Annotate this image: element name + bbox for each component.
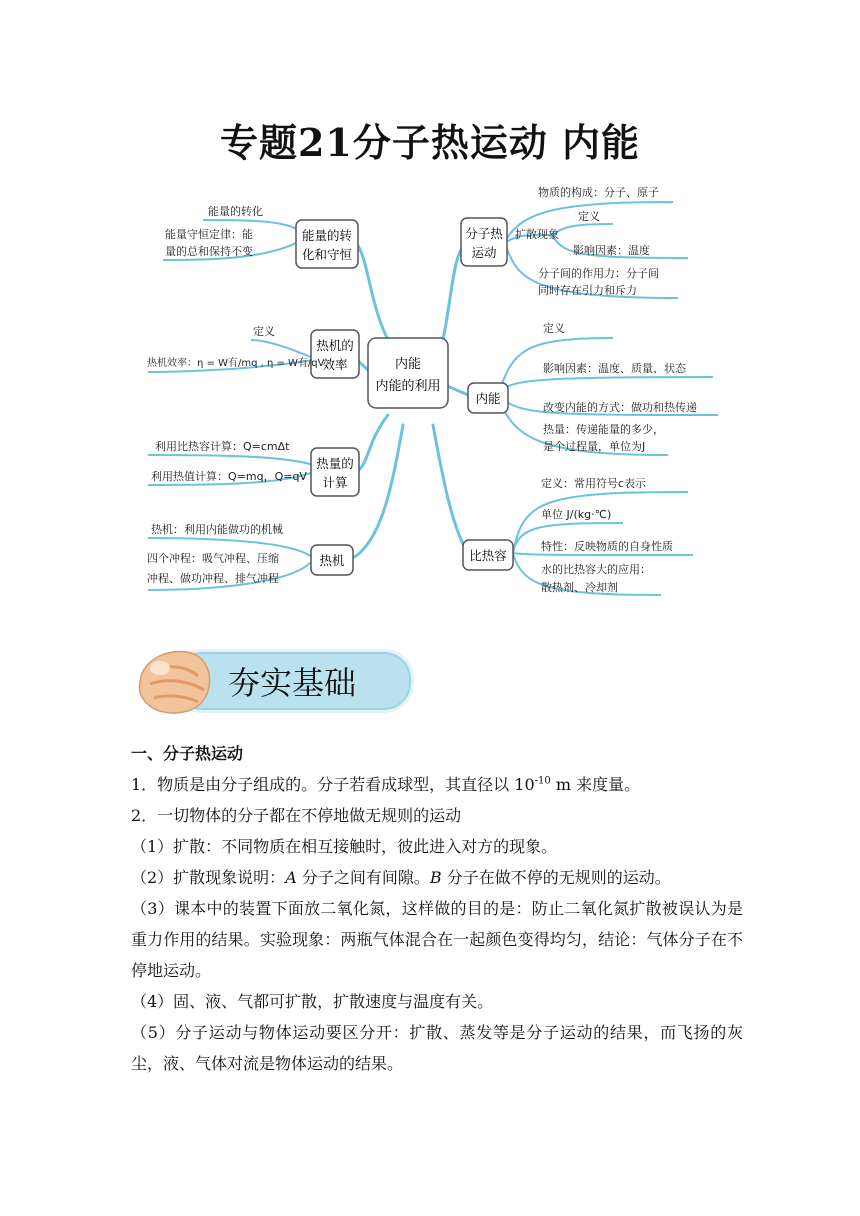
paragraph-6: （4）固、液、气都可扩散，扩散速度与温度有关。 [131,992,494,1011]
leaf-efficiency-formula: 热机效率：η = W有/mq , η = W有/qV [147,358,325,369]
leaf-diffusion-factor: 影响因素：温度 [573,244,650,257]
section-content [131,738,743,1079]
leaf-heat-capacity-calc: 利用比热容计算：Q=cmΔt [155,440,290,453]
box-heat-calc-line2: 计算 [322,475,348,490]
leaf-specific-heat-definition: 定义：常用符号c表示 [541,477,647,490]
paragraph-4: （2）扩散现象说明：A 分子之间有间隙。B 分子在做不停的无规则的运动。 [131,868,671,887]
leaf-heat-engine-def: 热机：利用内能做功的机械 [151,523,283,536]
paragraph-1: 1．物质是由分子组成的。分子若看成球型，其直径以 $10^{-10}$ m 来度量。 [131,775,641,794]
box-energy-line1: 能量的转 [301,228,353,243]
leaf-heat-quantity-1: 热量：传递能量的多少， [543,423,664,436]
leaf-energy-conservation-1: 能量守恒定律：能 [165,228,253,241]
paragraph-7: （5）分子运动与物体运动要区分开：扩散、蒸发等是分子运动的结果，而飞扬的灰尘，液、气体对流是物体运动的结果。 [131,1023,743,1073]
leaf-internal-energy-factors: 影响因素：温度、质量、状态 [543,362,686,375]
box-heat-calc-line1: 热量的 [316,456,354,471]
banner-title: 夯实基础 [228,664,357,702]
conch-shell-icon [132,640,222,720]
leaf-diffusion: 扩散现象 [515,228,559,241]
leaf-specific-heat-property: 特性：反映物质的自身性质 [541,540,673,553]
box-efficiency-line1: 热机的 [316,338,354,353]
leaf-energy-conversion: 能量的转化 [208,205,263,218]
paragraph-5: （3）课本中的装置下面放二氧化氮，这样做的目的是：防止二氧化氮扩散被误认为是重力作用的结果。实验现象：两瓶气体混合在一起颜色变得均匀，结论：气体分子在不停地运动。 [131,899,743,980]
leaf-change-internal-energy: 改变内能的方式：做功和热传递 [543,401,697,414]
box-energy-line2: 化和守恒 [301,247,353,262]
section-heading: 一、分子热运动 [131,744,244,763]
box-molecular-line2: 运动 [471,245,497,260]
leaf-four-strokes-1: 四个冲程：吸气冲程、压缩 [147,552,279,565]
leaf-heat-value-calc: 利用热值计算：Q=mq，Q=qV [151,470,307,483]
leaf-efficiency-definition: 定义 [253,325,275,338]
leaf-internal-energy-definition: 定义 [543,322,565,335]
leaf-heat-quantity-2: 是个过程量，单位为J [543,440,646,453]
box-specific-heat: 比热容 [469,548,507,563]
center-line-1: 内能 [394,357,422,372]
paragraph-2: 2．一切物体的分子都在不停地做无规则的运动 [131,806,462,825]
leaf-intermolecular-force-2: 同时存在引力和斥力 [538,284,637,297]
section-banner [132,640,412,720]
leaf-intermolecular-force-1: 分子间的作用力：分子间 [538,267,659,280]
leaf-water-application-2: 散热剂、冷却剂 [541,581,618,594]
paragraph-3: （1）扩散：不同物质在相互接触时，彼此进入对方的现象。 [131,837,558,856]
page-title: 专题21分子热运动 内能 [219,120,641,165]
leaf-matter-structure: 物质的构成：分子、原子 [538,186,659,199]
mind-map [143,180,719,600]
leaf-water-application-1: 水的比热容大的应用： [541,563,651,576]
box-efficiency-line2: 效率 [322,357,348,372]
leaf-specific-heat-unit: 单位 J/(kg·℃) [541,508,612,521]
center-line-2: 内能的利用 [375,379,441,394]
box-internal-energy: 内能 [475,391,501,406]
box-heat-engine: 热机 [319,553,345,568]
leaf-four-strokes-2: 冲程、做功冲程、排气冲程 [147,572,279,585]
leaf-diffusion-definition: 定义 [578,210,600,223]
leaf-energy-conservation-2: 量的总和保持不变 [165,245,253,258]
box-molecular-line1: 分子热 [465,226,503,241]
